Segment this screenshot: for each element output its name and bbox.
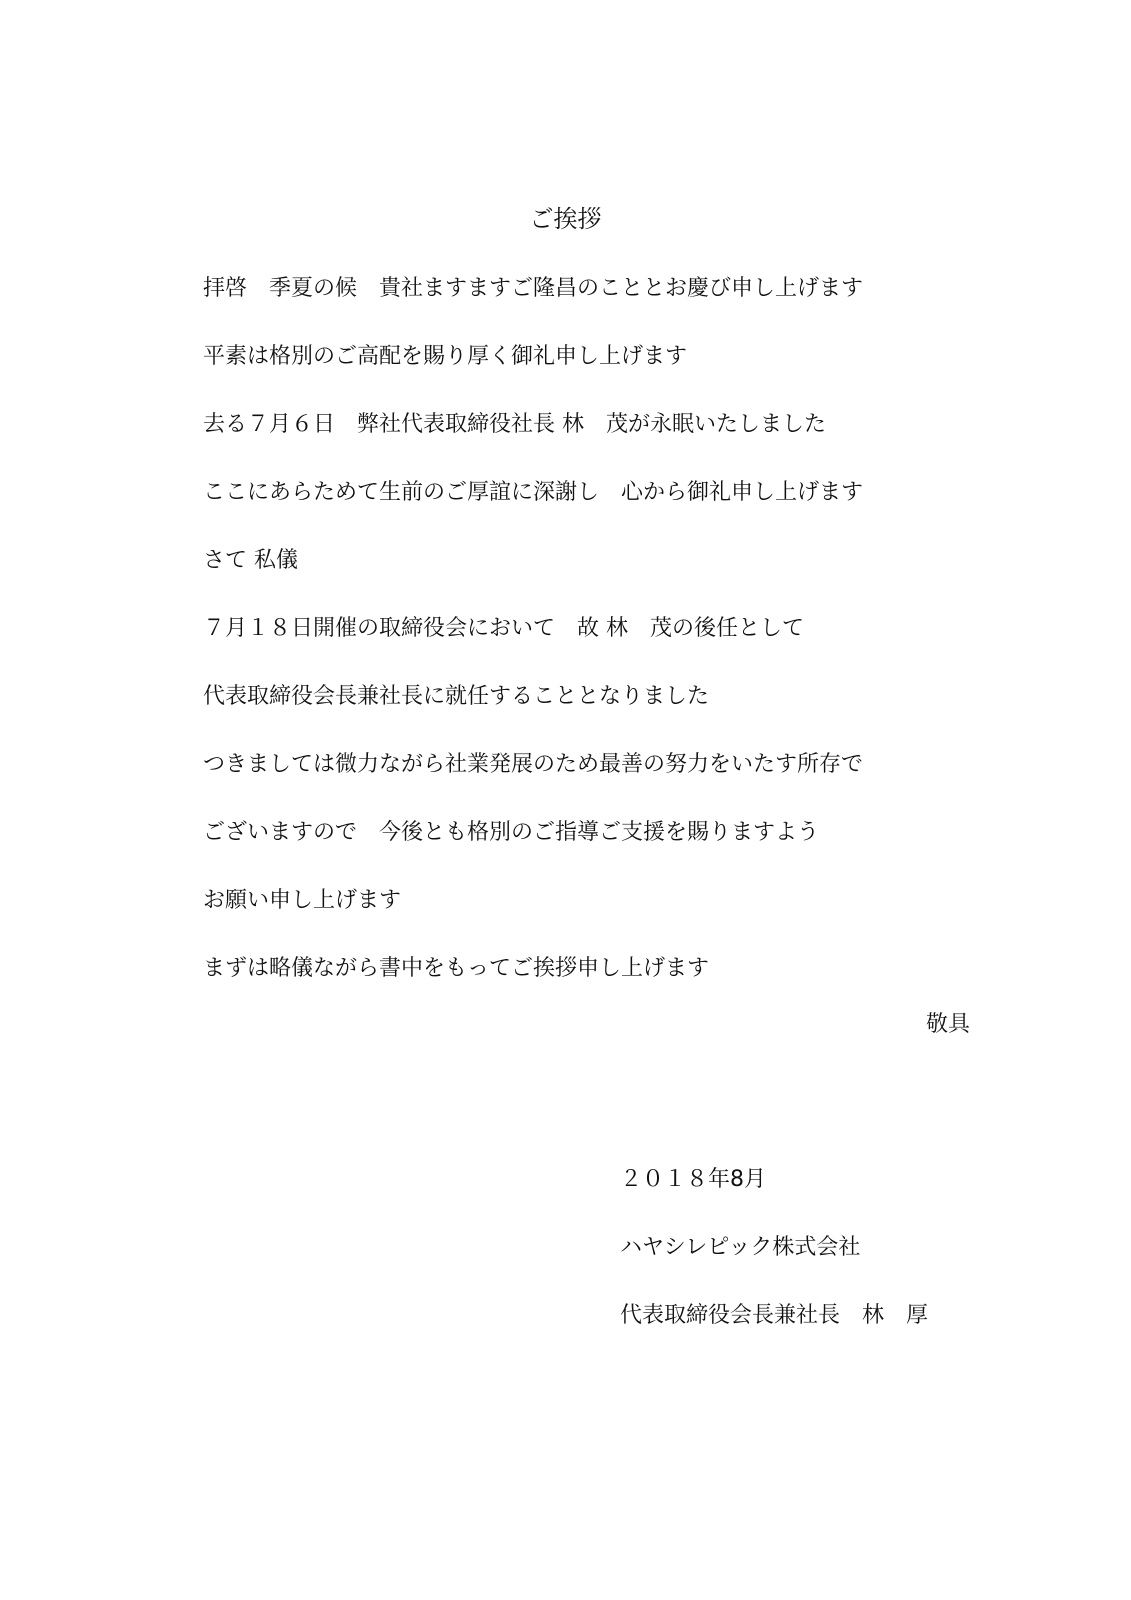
body-line: ここにあらためて生前のご厚誼に深謝し 心から御礼申し上げます	[203, 480, 864, 505]
letter-date: ２０１８年8月	[620, 1167, 766, 1192]
closing-salutation: 敬具	[925, 1012, 970, 1037]
letter-body	[203, 274, 983, 1022]
body-line: 去る７月６日 弊社代表取締役社長 林 茂が永眠いたしました	[203, 412, 826, 437]
body-line: 代表取締役会長兼社長に就任することとなりました	[203, 684, 710, 709]
body-line: さて 私儀	[203, 548, 298, 573]
body-line: お願い申し上げます	[203, 888, 402, 913]
body-line: ７月１８日開催の取締役会において 故 林 茂の後任として	[203, 616, 804, 641]
letter-title: ご挨拶	[529, 205, 602, 233]
body-line: 拝啓 季夏の候 貴社ますますご隆昌のこととお慶び申し上げます	[203, 276, 864, 301]
signature-block	[620, 1165, 1090, 1369]
body-line: 平素は格別のご高配を賜り厚く御礼申し上げます	[203, 344, 688, 369]
company-name: ハヤシレピック株式会社	[620, 1235, 861, 1260]
body-line: まずは略儀ながら書中をもってご挨拶申し上げます	[203, 956, 710, 981]
signatory-name: 代表取締役会長兼社長 林 厚	[620, 1303, 929, 1328]
body-line: ございますので 今後とも格別のご指導ご支援を賜りますよう	[203, 820, 820, 845]
body-line: つきましては微力ながら社業発展のため最善の努力をいたす所存で	[203, 752, 864, 777]
